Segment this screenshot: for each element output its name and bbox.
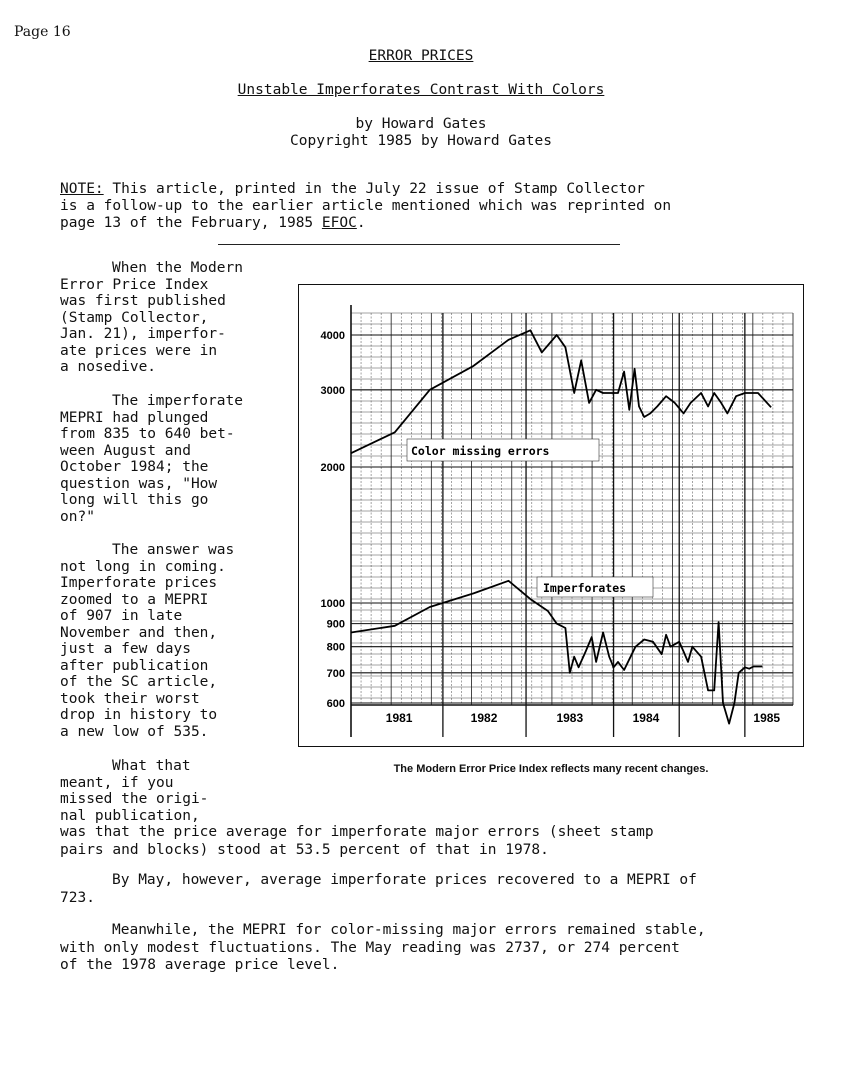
article-title: ERROR PRICES	[368, 48, 474, 64]
text-line: not long in coming.	[60, 558, 226, 575]
text-line: missed the origi-	[60, 791, 209, 807]
text-line: What that	[112, 758, 191, 774]
text-line: November and then,	[60, 624, 218, 641]
text-line: The answer was	[112, 542, 235, 558]
copyright: Copyright 1985 by Howard Gates	[290, 133, 552, 149]
x-tick-label: 1984	[632, 711, 660, 725]
text-line: Error Price Index	[60, 276, 209, 293]
text-line: drop in history to	[60, 707, 218, 723]
byline: by Howard Gates	[355, 116, 487, 132]
article-subtitle: Unstable Imperforates Contrast With Colors	[237, 82, 605, 98]
text-line: with only modest fluctuations. The May reading was 2737, or 274 percent	[60, 939, 680, 956]
text-line: 723.	[60, 889, 95, 906]
series-line-imperforates	[351, 581, 762, 724]
text-line: October 1984; the	[60, 459, 209, 475]
x-tick-label: 1985	[753, 711, 781, 725]
mepri-chart	[299, 285, 802, 745]
series-label-color-missing: Color missing errors	[411, 444, 550, 458]
text-line: The imperforate	[112, 393, 243, 409]
x-tick-label: 1981	[385, 711, 413, 725]
chart-frame	[298, 284, 804, 747]
y-tick-label: 3000	[320, 384, 345, 397]
y-tick-label: 1000	[320, 598, 345, 610]
body-paragraph	[60, 872, 790, 907]
efoc-reference: EFOC	[321, 215, 357, 231]
note-text: This article, printed in the July 22 issue of Stamp Collector	[103, 181, 645, 197]
text-line: a new low of 535.	[60, 723, 209, 740]
column-paragraph	[60, 260, 260, 376]
text-line: took their worst	[60, 690, 200, 707]
note-line-3: page 13 of the February, 1985 EFOC.	[60, 215, 366, 231]
text-line: Imperforate prices	[60, 575, 218, 591]
text-line: of the 1978 average price level.	[60, 957, 340, 973]
chart-caption: The Modern Error Price Index reflects many recent changes.	[393, 763, 709, 775]
text-line: When the Modern	[112, 260, 243, 276]
note-label: NOTE:	[60, 181, 104, 197]
page-number: Page 16	[14, 24, 71, 40]
series-line-color-missing	[351, 330, 771, 453]
y-tick-label: 4000	[320, 330, 345, 342]
y-tick-label: 600	[326, 698, 345, 710]
series-label-imperforates: Imperforates	[543, 581, 627, 595]
text-line: (Stamp Collector,	[60, 309, 209, 326]
text-line: of the SC article,	[60, 674, 218, 690]
column-paragraph	[60, 393, 260, 525]
text-line: question was, "How	[60, 475, 218, 492]
text-line: a nosedive.	[60, 359, 157, 375]
note-line: is a follow-up to the earlier article mentioned which was reprinted on	[60, 198, 672, 214]
text-line: just a few days	[60, 641, 191, 657]
text-line: Meanwhile, the MEPRI for color-missing major errors remained stable,	[112, 922, 706, 938]
y-tick-label: 2000	[320, 462, 345, 474]
text-line: Jan. 21), imperfor-	[60, 326, 226, 342]
text-line: meant, if you	[60, 774, 174, 791]
text-line: of 907 in late	[60, 608, 183, 624]
column-paragraph	[60, 758, 260, 824]
y-tick-label: 800	[326, 641, 345, 654]
text-line: was first published	[60, 293, 226, 309]
text-line: ate prices were in	[60, 342, 218, 359]
x-tick-label: 1983	[556, 711, 584, 725]
text-line: By May, however, average imperforate prices recovered to a MEPRI of	[112, 872, 697, 888]
text-line: ween August and	[60, 442, 191, 459]
text-line: on?"	[60, 508, 95, 525]
text-line: zoomed to a MEPRI	[60, 591, 209, 608]
text-line: after publication	[60, 657, 209, 674]
column-paragraph	[60, 542, 260, 740]
text-line: MEPRI had plunged	[60, 409, 209, 426]
body-paragraph	[60, 922, 790, 975]
y-tick-label: 900	[326, 618, 345, 631]
text-line: was that the price average for imperforate major errors (sheet stamp	[60, 824, 654, 840]
text-line: long will this go	[60, 492, 209, 508]
body-paragraph	[60, 824, 790, 859]
note-paragraph	[60, 181, 780, 232]
x-tick-label: 1982	[470, 711, 498, 725]
byline-block	[0, 116, 842, 150]
text-line: from 835 to 640 bet-	[60, 426, 235, 442]
text-line: pairs and blocks) stood at 53.5 percent of that in 1978.	[60, 841, 549, 858]
divider-rule	[218, 244, 620, 245]
text-line: nal publication,	[60, 807, 200, 824]
y-tick-label: 700	[326, 667, 345, 680]
